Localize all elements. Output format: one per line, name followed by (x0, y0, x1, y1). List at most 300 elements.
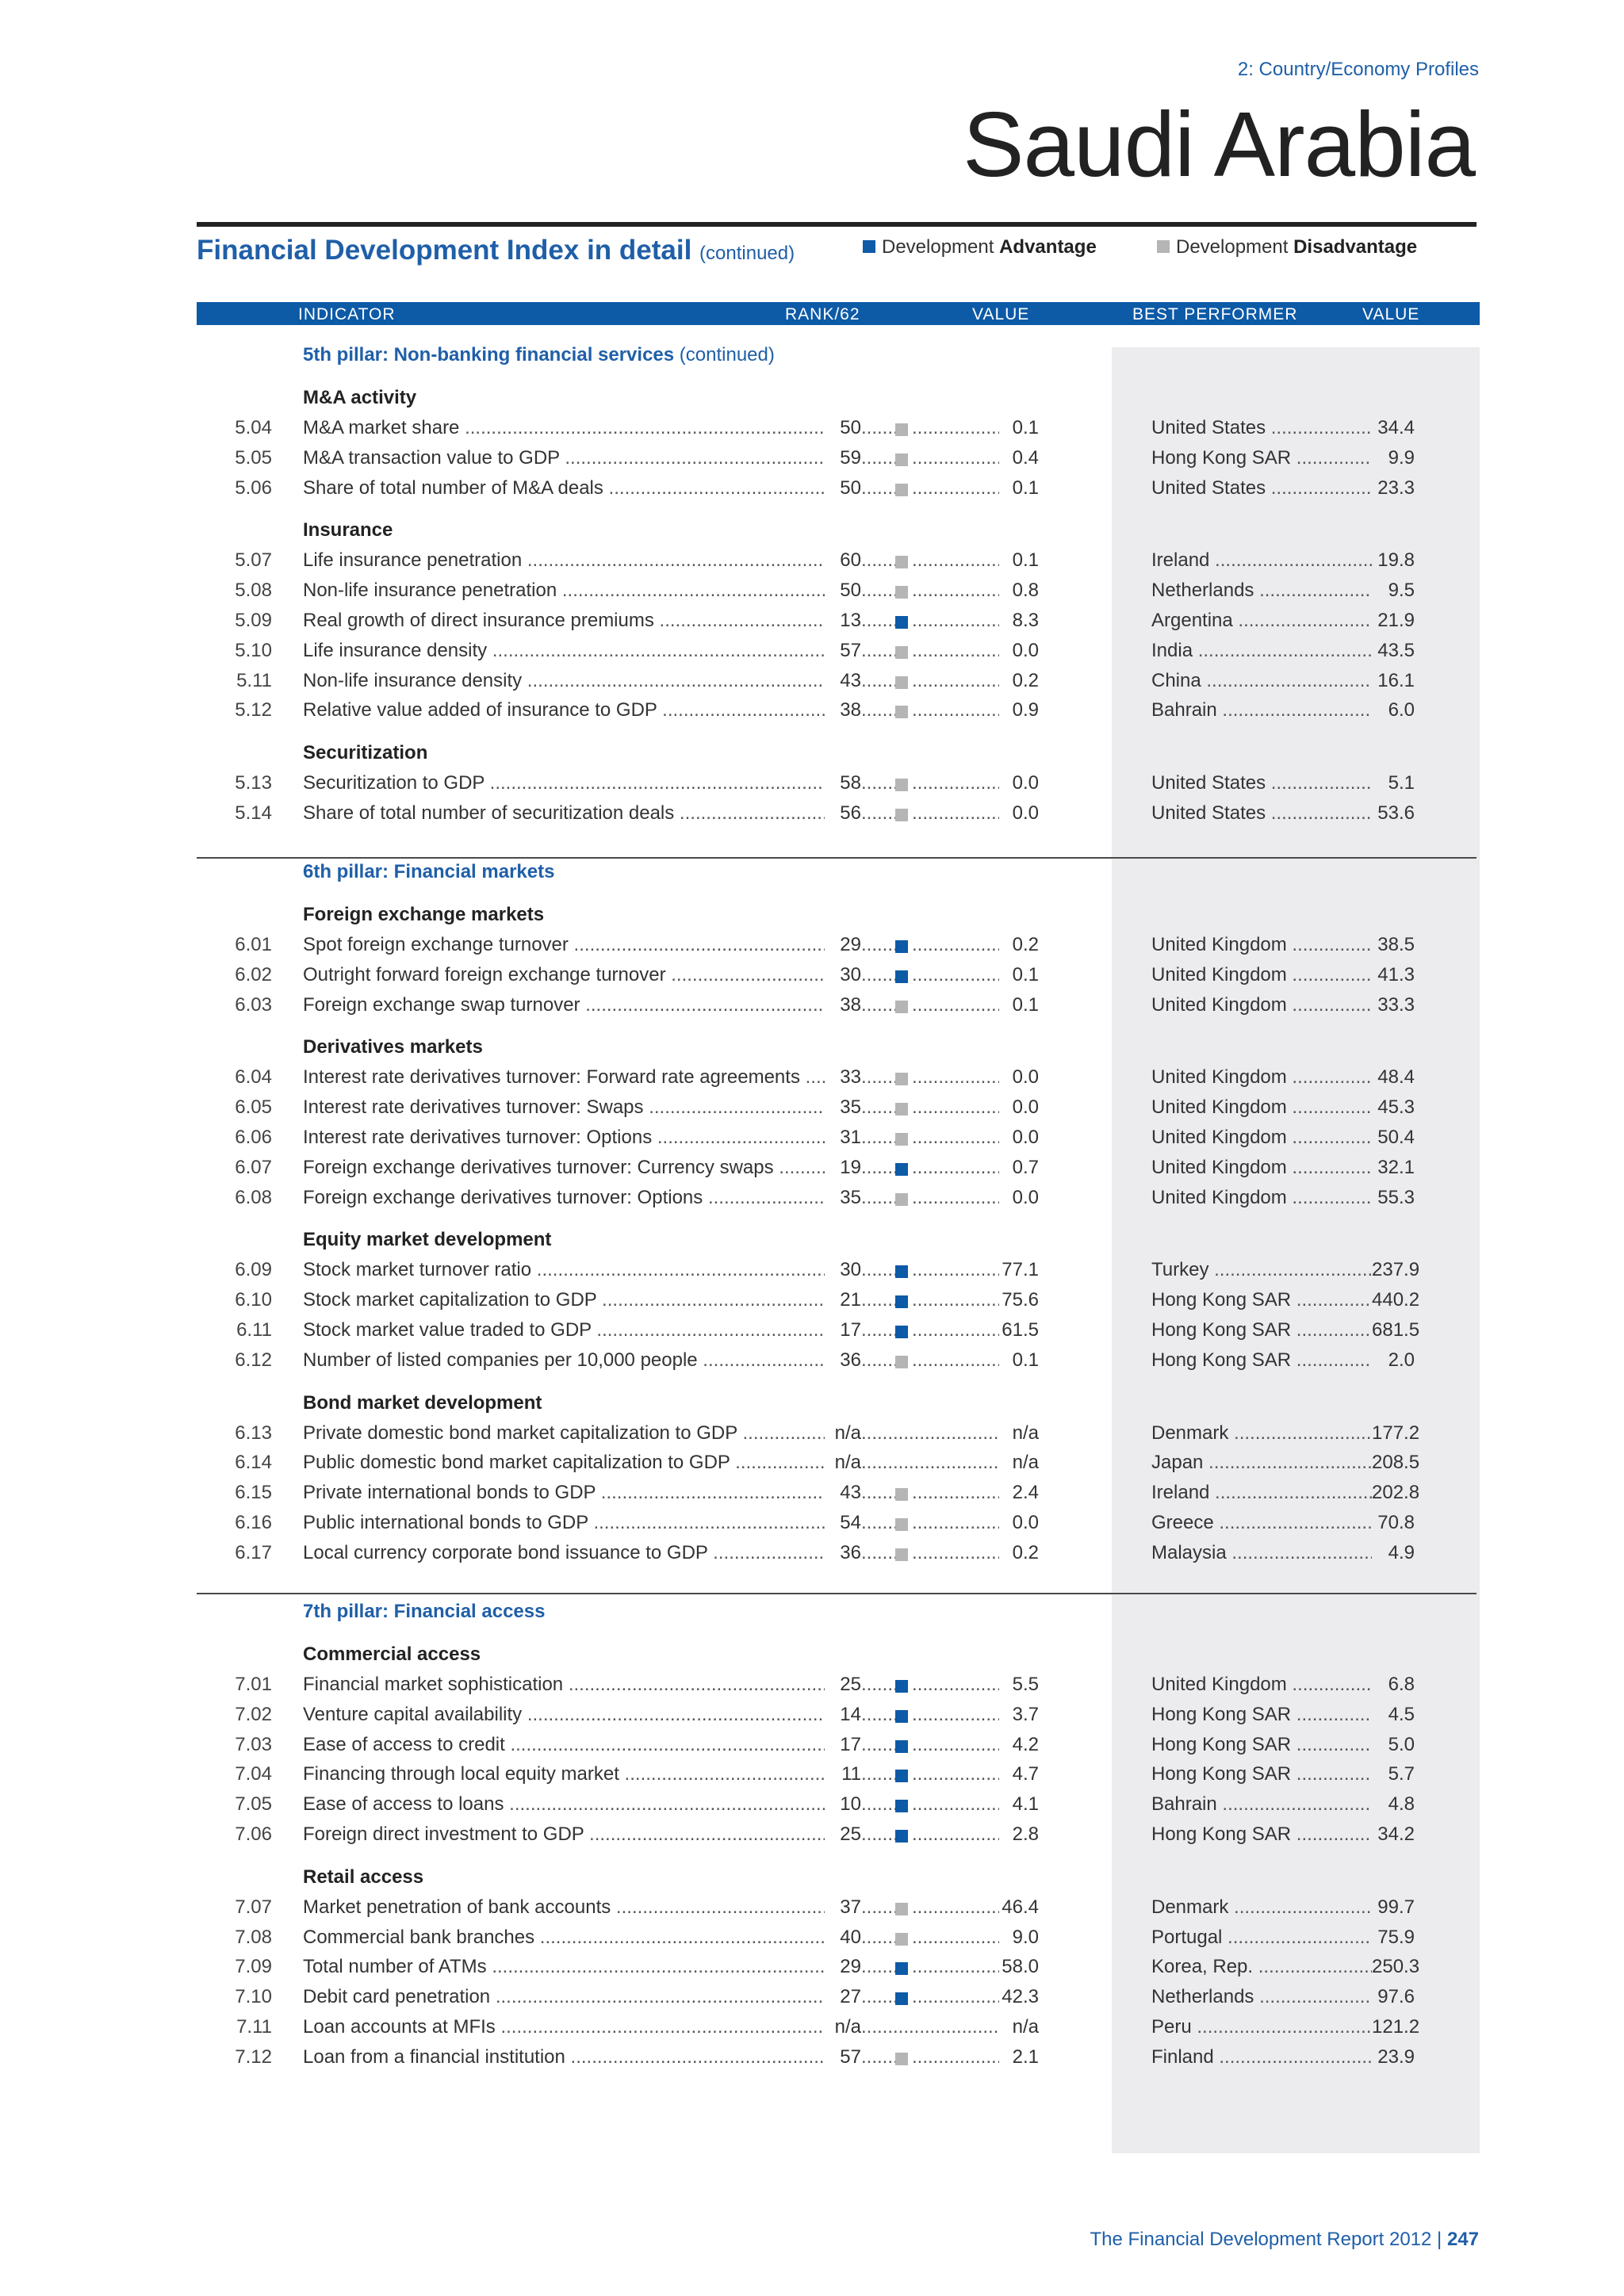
best-performer-value: 6.0 (1372, 699, 1415, 721)
indicator-value: 2.1 (999, 2046, 1039, 2068)
best-performer-value: 440.2 (1372, 1289, 1420, 1311)
best-performer: Hong Kong SAR ..... (1151, 1319, 1397, 1341)
indicator-value: 0.7 (999, 1157, 1039, 1179)
rank-value: 57 (825, 2046, 861, 2068)
leader-dots (912, 1542, 1010, 1564)
leader-dots (912, 1066, 1010, 1089)
best-performer-value: 53.6 (1372, 802, 1415, 825)
best-performer: Greece ..... (1151, 1512, 1397, 1534)
indicator-name: Non-life insurance penetration ..... (303, 580, 841, 602)
group-title: Retail access (303, 1866, 424, 1888)
indicator-number: 6.09 (235, 1259, 272, 1281)
indicator-number: 5.11 (236, 669, 272, 691)
leader-dots (912, 477, 1010, 499)
indicator-number: 7.07 (235, 1896, 272, 1918)
advantage-square-icon (895, 1163, 908, 1176)
advantage-square-icon (895, 1740, 908, 1753)
best-performer-value: 34.4 (1372, 417, 1415, 439)
disadvantage-square-icon (895, 1356, 908, 1368)
best-performer-value: 45.3 (1372, 1096, 1415, 1119)
indicator-number: 7.04 (235, 1763, 272, 1785)
best-performer: Ireland ..... (1151, 549, 1397, 572)
rank-value: 50 (825, 477, 861, 499)
leader-dots (861, 1482, 895, 1504)
header-value: VALUE (972, 305, 1030, 323)
header-best-performer: BEST PERFORMER (1132, 305, 1298, 323)
indicator-value: 3.7 (999, 1704, 1039, 1726)
indicator-value: 61.5 (999, 1319, 1039, 1341)
rank-value: 21 (825, 1289, 861, 1311)
best-performer-value: 2.0 (1372, 1349, 1415, 1372)
advantage-square-icon (895, 1962, 908, 1975)
best-performer-value: 208.5 (1372, 1452, 1420, 1474)
page-number: 247 (1446, 2229, 1479, 2250)
indicator-number: 7.10 (235, 1986, 272, 2008)
indicator-value: n/a (999, 1422, 1039, 1445)
group-title: Commercial access (303, 1644, 481, 1665)
indicator-name: Outright forward foreign exchange turnover ..... (303, 964, 841, 986)
leader-dots (912, 1349, 1010, 1372)
table-row (0, 640, 1624, 665)
advantage-square-icon (895, 1295, 908, 1308)
leader-dots (912, 1157, 1010, 1179)
table-row (0, 1823, 1624, 1849)
table-row (0, 1704, 1624, 1729)
leader-dots (861, 1096, 895, 1119)
best-performer-value: 4.5 (1372, 1704, 1415, 1726)
table-row (0, 802, 1624, 828)
table-row (0, 1422, 1624, 1448)
leader-dots (861, 670, 895, 692)
rank-value: 40 (825, 1927, 861, 1949)
best-performer-value: 4.8 (1372, 1793, 1415, 1816)
table-row (0, 994, 1624, 1020)
best-performer: India ..... (1151, 640, 1397, 662)
leader-dots (861, 1259, 895, 1281)
disadvantage-square-icon (1157, 240, 1170, 253)
best-performer-value: 4.9 (1372, 1542, 1415, 1564)
indicator-name: Financing through local equity market ..... (303, 1763, 841, 1785)
indicator-name: Life insurance density ..... (303, 640, 841, 662)
leader-dots (912, 1259, 1010, 1281)
disadvantage-square-icon (895, 1193, 908, 1206)
table-row (0, 1157, 1624, 1182)
leader-dots (912, 1674, 1010, 1696)
best-performer: United Kingdom ..... (1151, 1066, 1397, 1089)
leader-dots (912, 964, 1010, 986)
best-performer-value: 5.1 (1372, 772, 1415, 794)
leader-dots (861, 1674, 895, 1696)
pillar-title (303, 1601, 545, 1623)
leader-dots (912, 1512, 1010, 1534)
table-row (0, 2046, 1624, 2072)
table-row (0, 1259, 1624, 1284)
best-performer-value: 177.2 (1372, 1422, 1420, 1444)
indicator-name: Interest rate derivatives turnover: Forward rate agreements ..... (303, 1066, 841, 1089)
indicator-number: 6.11 (236, 1319, 272, 1341)
indicator-value: 0.8 (999, 580, 1039, 602)
indicator-name: Share of total number of securitization deals ..... (303, 802, 841, 825)
indicator-name: Total number of ATMs ..... (303, 1956, 841, 1978)
leader-dots (912, 640, 1010, 662)
indicator-value: 0.0 (999, 1512, 1039, 1534)
best-performer-value: 23.3 (1372, 477, 1415, 499)
best-performer: United Kingdom ..... (1151, 1127, 1397, 1149)
rank-value: 35 (825, 1187, 861, 1209)
indicator-number: 6.01 (235, 934, 272, 955)
disadvantage-square-icon (895, 556, 908, 568)
best-performer-value: 38.5 (1372, 934, 1415, 956)
best-performer: Netherlands ..... (1151, 1986, 1397, 2008)
disadvantage-square-icon (895, 586, 908, 599)
table-row (0, 1896, 1624, 1922)
indicator-value: 2.8 (999, 1823, 1039, 1846)
best-performer: Denmark ..... (1151, 1422, 1397, 1445)
indicator-number: 5.07 (235, 549, 272, 572)
indicator-number: 7.09 (235, 1956, 272, 1978)
leader-dots (912, 802, 1010, 825)
table-row (0, 1349, 1624, 1375)
rank-value: 19 (825, 1157, 861, 1179)
footer (1090, 2229, 1479, 2251)
leader-dots (912, 2046, 1010, 2068)
disadvantage-square-icon (895, 1133, 908, 1146)
best-performer: Bahrain ..... (1151, 1793, 1397, 1816)
footer-report: The Financial Development Report 2012 (1090, 2229, 1432, 2250)
leader-dots (912, 1896, 1010, 1919)
leader-dots (861, 1319, 895, 1341)
leader-dots (861, 772, 895, 794)
best-performer-value: 9.9 (1372, 447, 1415, 469)
group-title: Equity market development (303, 1229, 552, 1251)
rank-value: 58 (825, 772, 861, 794)
table-row (0, 1793, 1624, 1819)
leader-dots (861, 1793, 895, 1816)
rank-value: 13 (825, 610, 861, 632)
disadvantage-square-icon (895, 1488, 908, 1501)
indicator-value: 0.1 (999, 417, 1039, 439)
indicator-name: Interest rate derivatives turnover: Swaps ..... (303, 1096, 841, 1119)
indicator-value: 2.4 (999, 1482, 1039, 1504)
leader-dots (912, 994, 1010, 1016)
best-performer-value: 43.5 (1372, 640, 1415, 662)
indicator-number: 6.04 (235, 1066, 272, 1089)
leader-dots (861, 580, 895, 602)
indicator-value: 77.1 (999, 1259, 1039, 1281)
leader-dots (912, 610, 1010, 632)
indicator-value: n/a (999, 1452, 1039, 1474)
leader-dots (861, 1542, 895, 1564)
disadvantage-square-icon (895, 779, 908, 791)
indicator-number: 6.17 (235, 1541, 272, 1563)
advantage-square-icon (895, 1265, 908, 1278)
disadvantage-square-icon (895, 809, 908, 821)
best-performer-value: 5.7 (1372, 1763, 1415, 1785)
best-performer: Hong Kong SAR ..... (1151, 1823, 1397, 1846)
header-rank: RANK/62 (785, 305, 860, 323)
rank-value: 27 (825, 1986, 861, 2008)
table-row (0, 447, 1624, 473)
leader-dots (912, 772, 1010, 794)
group-title: Bond market development (303, 1391, 542, 1414)
pillar-title (303, 344, 775, 366)
indicator-name: Foreign exchange derivatives turnover: Options ..... (303, 1187, 841, 1209)
indicator-name: Loan from a financial institution ..... (303, 2046, 841, 2068)
indicator-name: Financial market sophistication ..... (303, 1674, 841, 1696)
pillar-separator (197, 1593, 1477, 1594)
indicator-value: 0.0 (999, 1066, 1039, 1089)
leader-dots (861, 1734, 895, 1756)
indicator-number: 5.08 (235, 580, 272, 602)
best-performer: Finland ..... (1151, 2046, 1397, 2068)
leader-dots (861, 1704, 895, 1726)
indicator-number: 7.11 (236, 2016, 272, 2038)
indicator-name: Ease of access to loans ..... (303, 1793, 841, 1816)
indicator-name: Debit card penetration ..... (303, 1986, 841, 2008)
indicator-number: 6.14 (235, 1452, 272, 1474)
advantage-square-icon (895, 1770, 908, 1782)
leader-dots (912, 447, 1010, 469)
best-performer-value: 9.5 (1372, 580, 1415, 602)
best-performer: Hong Kong SAR ..... (1151, 1763, 1397, 1785)
indicator-value: 0.1 (999, 1349, 1039, 1372)
indicator-number: 7.03 (235, 1733, 272, 1755)
best-performer: Turkey ..... (1151, 1259, 1397, 1281)
leader-dots (861, 1927, 895, 1949)
table-row (0, 2016, 1624, 2042)
indicator-name: Securitization to GDP ..... (303, 772, 841, 794)
indicator-name: Number of listed companies per 10,000 people ..... (303, 1349, 841, 1372)
best-performer-value: 21.9 (1372, 610, 1415, 632)
footer-separator: | (1437, 2229, 1442, 2250)
indicator-name: M&A transaction value to GDP ..... (303, 447, 841, 469)
best-performer-value: 202.8 (1372, 1482, 1420, 1504)
best-performer: United Kingdom ..... (1151, 964, 1397, 986)
best-performer: Portugal ..... (1151, 1927, 1397, 1949)
leader-dots (861, 1289, 895, 1311)
indicator-name: Foreign exchange swap turnover ..... (303, 994, 841, 1016)
pillar-title-note: (continued) (679, 344, 775, 365)
best-performer: Hong Kong SAR ..... (1151, 1704, 1397, 1726)
table-row (0, 934, 1624, 959)
best-performer-value: 97.6 (1372, 1986, 1415, 2008)
indicator-name: Real growth of direct insurance premiums ..... (303, 610, 841, 632)
disadvantage-square-icon (895, 676, 908, 689)
rank-value: n/a (825, 2016, 861, 2038)
best-performer-value: 23.9 (1372, 2046, 1415, 2068)
table-row (0, 610, 1624, 635)
best-performer-value: 32.1 (1372, 1157, 1415, 1179)
rank-value: 38 (825, 994, 861, 1016)
table-row (0, 417, 1624, 442)
indicator-value: 75.6 (999, 1289, 1039, 1311)
indicator-number: 7.12 (235, 2045, 272, 2068)
disadvantage-square-icon (895, 2053, 908, 2065)
best-performer: Argentina ..... (1151, 610, 1397, 632)
disadvantage-square-icon (895, 1001, 908, 1013)
best-performer-value: 50.4 (1372, 1127, 1415, 1149)
table-row (0, 1956, 1624, 1981)
table-row (0, 1734, 1624, 1759)
disadvantage-square-icon (895, 1103, 908, 1115)
indicator-value: 0.0 (999, 1127, 1039, 1149)
pillar-separator (197, 857, 1477, 859)
leader-dots (912, 1986, 1010, 2008)
rank-value: 29 (825, 1956, 861, 1978)
leader-dots (912, 699, 1010, 721)
title-rule (197, 222, 1477, 227)
indicator-value: 0.1 (999, 477, 1039, 499)
indicator-number: 7.08 (235, 1926, 272, 1948)
indicator-number: 7.05 (235, 1793, 272, 1816)
table-row (0, 1927, 1624, 1952)
rank-value: 25 (825, 1674, 861, 1696)
leader-dots (861, 610, 895, 632)
best-performer: United Kingdom ..... (1151, 1187, 1397, 1209)
indicator-value: 0.0 (999, 1187, 1039, 1209)
leader-dots (912, 549, 1010, 572)
indicator-number: 6.16 (235, 1512, 272, 1533)
leader-dots (861, 934, 895, 956)
disadvantage-square-icon (895, 1933, 908, 1946)
indicator-name: Stock market turnover ratio ..... (303, 1259, 841, 1281)
indicator-number: 6.03 (235, 993, 272, 1016)
best-performer-value: 6.8 (1372, 1674, 1415, 1696)
indicator-number: 6.07 (235, 1156, 272, 1178)
rank-value: 30 (825, 1259, 861, 1281)
best-performer: Hong Kong SAR ..... (1151, 1734, 1397, 1756)
leader-dots (912, 1956, 1010, 1978)
indicator-name: Private international bonds to GDP ..... (303, 1482, 841, 1504)
indicator-number: 6.10 (235, 1289, 272, 1311)
best-performer: United Kingdom ..... (1151, 1674, 1397, 1696)
best-performer-value: 250.3 (1372, 1956, 1420, 1978)
best-performer-value: 19.8 (1372, 549, 1415, 572)
rank-value: n/a (825, 1422, 861, 1445)
leader-dots (861, 1986, 895, 2008)
leader-dots (912, 1927, 1010, 1949)
rank-value: 50 (825, 417, 861, 439)
indicator-value: 9.0 (999, 1927, 1039, 1949)
table-header (197, 302, 1480, 325)
table-row (0, 477, 1624, 503)
pillar-title-text: 5th pillar: Non-banking financial services (303, 344, 675, 365)
leader-dots (912, 1704, 1010, 1726)
pillar-title (303, 861, 554, 883)
best-performer: United Kingdom ..... (1151, 1096, 1397, 1119)
indicator-value: 0.9 (999, 699, 1039, 721)
rank-value: 11 (825, 1763, 861, 1785)
leader-dots (912, 1127, 1010, 1149)
table-row (0, 580, 1624, 605)
table-row (0, 1763, 1624, 1789)
advantage-square-icon (895, 1800, 908, 1812)
disadvantage-square-icon (895, 423, 908, 436)
indicator-number: 5.12 (235, 699, 272, 721)
indicator-value: 4.2 (999, 1734, 1039, 1756)
disadvantage-square-icon (895, 1903, 908, 1915)
advantage-square-icon (895, 616, 908, 629)
indicator-name: Public international bonds to GDP ..... (303, 1512, 841, 1534)
disadvantage-square-icon (895, 706, 908, 718)
leader-dots (861, 802, 895, 825)
table-row (0, 1452, 1624, 1477)
best-performer: Korea, Rep. ..... (1151, 1956, 1397, 1978)
rank-value: 37 (825, 1896, 861, 1919)
rank-value: 59 (825, 447, 861, 469)
section-label: 2: Country/Economy Profiles (1237, 59, 1479, 80)
best-performer-value: 33.3 (1372, 994, 1415, 1016)
leader-dots (861, 1452, 1010, 1474)
best-performer: Denmark ..... (1151, 1896, 1397, 1919)
section-title-text: Financial Development Index in detail (197, 235, 692, 266)
rank-value: 43 (825, 670, 861, 692)
pillar-title-text: 7th pillar: Financial access (303, 1601, 546, 1622)
indicator-number: 6.15 (235, 1482, 272, 1504)
rank-value: 43 (825, 1482, 861, 1504)
table-row (0, 1187, 1624, 1212)
rank-value: 17 (825, 1319, 861, 1341)
best-performer: United States ..... (1151, 417, 1397, 439)
rank-value: 33 (825, 1066, 861, 1089)
indicator-value: 4.7 (999, 1763, 1039, 1785)
leader-dots (861, 1422, 1010, 1445)
indicator-name: Private domestic bond market capitalization to GDP ..... (303, 1422, 841, 1445)
indicator-value: 0.2 (999, 934, 1039, 956)
best-performer: United States ..... (1151, 772, 1397, 794)
rank-value: 38 (825, 699, 861, 721)
leader-dots (912, 1482, 1010, 1504)
leader-dots (912, 670, 1010, 692)
leader-dots (861, 1127, 895, 1149)
indicator-name: Venture capital availability ..... (303, 1704, 841, 1726)
disadvantage-square-icon (895, 453, 908, 466)
rank-value: 60 (825, 549, 861, 572)
rank-value: 54 (825, 1512, 861, 1534)
advantage-square-icon (895, 1830, 908, 1843)
rank-value: 17 (825, 1734, 861, 1756)
leader-dots (861, 1349, 895, 1372)
indicator-value: 4.1 (999, 1793, 1039, 1816)
leader-dots (861, 640, 895, 662)
best-performer: Netherlands ..... (1151, 580, 1397, 602)
best-performer-value: 237.9 (1372, 1259, 1420, 1281)
indicator-number: 7.01 (235, 1674, 272, 1695)
leader-dots (912, 580, 1010, 602)
best-performer: United Kingdom ..... (1151, 994, 1397, 1016)
indicator-name: Interest rate derivatives turnover: Options ..... (303, 1127, 841, 1149)
table-row (0, 1512, 1624, 1537)
legend-advantage (863, 236, 1097, 258)
indicator-number: 5.14 (235, 802, 272, 824)
group-title: Insurance (303, 519, 393, 541)
leader-dots (861, 1187, 895, 1209)
advantage-square-icon (895, 940, 908, 953)
leader-dots (912, 1734, 1010, 1756)
leader-dots (912, 1763, 1010, 1785)
best-performer: Peru ..... (1151, 2016, 1397, 2038)
indicator-number: 6.05 (235, 1096, 272, 1119)
indicator-value: 0.4 (999, 447, 1039, 469)
indicator-value: 0.0 (999, 802, 1039, 825)
indicator-value: 0.2 (999, 670, 1039, 692)
legend-disadvantage (1157, 236, 1417, 258)
indicator-value: 0.1 (999, 549, 1039, 572)
best-performer: Bahrain ..... (1151, 699, 1397, 721)
indicator-number: 5.13 (235, 772, 272, 794)
leader-dots (912, 1823, 1010, 1846)
header-indicator: INDICATOR (298, 305, 396, 323)
